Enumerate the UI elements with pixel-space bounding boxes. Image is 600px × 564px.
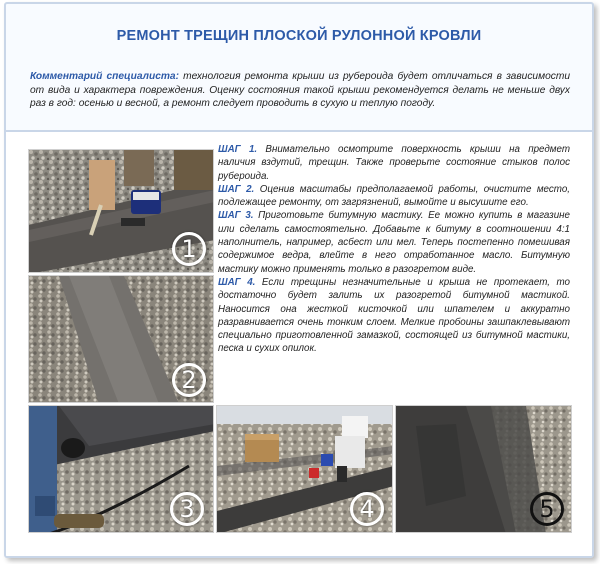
step-2-text: Оценив масштабы предполагаемой работы, очистите место, подлежащее ремонту, от загрязнений, вымойте и высушите его. [218,183,571,209]
article-card [4,2,594,558]
step-4-label: ШАГ 4. [218,276,256,288]
step-2 [218,183,570,210]
photo-step-4 [216,405,393,533]
step-3-text: Приготовьте битумную мастику. Ее можно купить в магазине или сделать самостоятельно. Добавьте к битуму в соотношении 4:1 наполнитель, например, асбест или мел. Теперь постепенно помешивая содержимое ведра, влейте в него отработанное масло. Битумную мастику можно применять только в разогретом виде. [218,210,570,275]
step-2-label: ШАГ 2. [218,183,255,195]
step-number-badge-4: 4 [350,492,384,526]
steps-list [218,143,570,356]
photo-step-3 [28,405,214,533]
comment-text: технология ремонта крыши из рубероида будет отличаться в зависимости от вида и характера повреждения. Оценку состояния такой крыши рекомендуется делать не меньше двух раз в год: осенью и весной, а ремонт следует проводить в сухую и теплую погоду. [30,71,570,109]
step-number-badge-5: 5 [530,492,564,526]
step-1-text: Внимательно осмотрите поверхность крыши на предмет наличия вздутий, трещин. Также проверьте состояние стыков полос рубероида. [218,144,571,182]
step-number-badge-3: 3 [170,492,204,526]
article-title: РЕМОНТ ТРЕЩИН ПЛОСКОЙ РУЛОННОЙ КРОВЛИ [116,28,482,44]
comment-lead: Комментарий специалиста: [30,71,179,82]
photo-step-2 [28,275,214,403]
step-3 [218,209,570,275]
steps-section [6,132,592,558]
photo-step-5 [395,405,572,533]
step-3-label: ШАГ 3. [218,210,254,222]
step-4 [218,276,570,356]
photo-step-1 [28,149,214,273]
step-1-label: ШАГ 1. [218,144,258,155]
specialist-comment [30,70,570,111]
step-number-badge-2: 2 [172,363,206,397]
step-number-badge-1: 1 [172,232,206,266]
step-1 [218,143,570,183]
step-4-text: Если трещины незначительные и крыша не протекает, то достаточно будет залить их разогретой битумной мастикой. Наносится она жесткой кисточкой или шпателем и аккуратно разравнивается очень тонким слоем. Мелкие пробоины зашпаклевывают специально приготовленной замазкой, состоящей из битумной мастики, песка и сухих опилок. [218,276,570,355]
